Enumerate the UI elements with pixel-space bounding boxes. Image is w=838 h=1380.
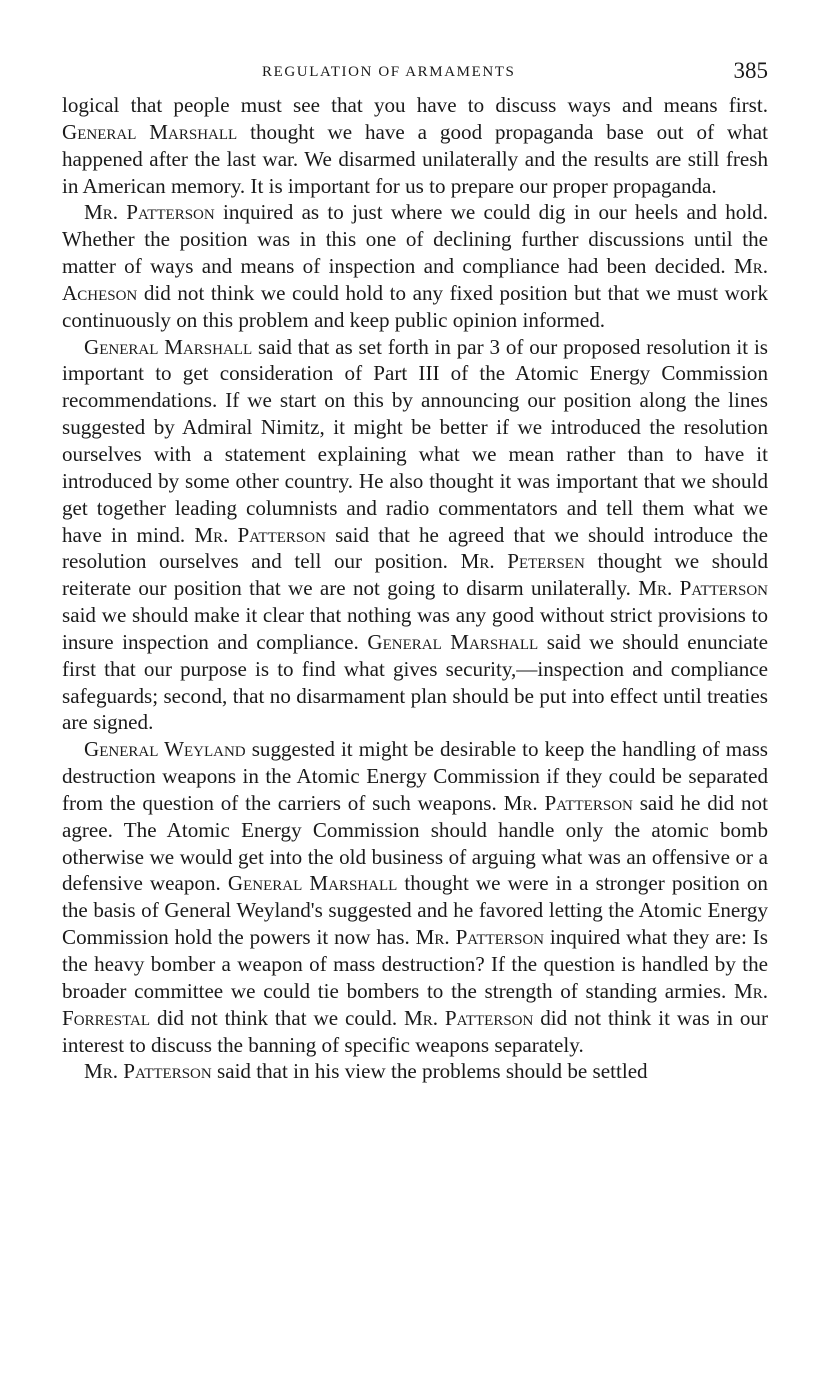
text-run: thought we have a good propaganda base out of what happened after the last war. We disarmed unilaterally and the results are still fresh in American memory. It is important for us to prepare our proper propaganda. <box>62 119 768 198</box>
text-run: did not think that we could. <box>156 1005 398 1030</box>
paragraph-5 <box>62 1058 768 1085</box>
speaker-name: Mr. Patterson <box>415 925 544 950</box>
paragraph-2 <box>62 199 768 333</box>
speaker-name: Mr. Patterson <box>84 1059 212 1084</box>
text-run: said we should make it clear that nothing was any good without strict provisions to insure inspection and compliance. <box>62 603 768 654</box>
body-text <box>62 92 768 1085</box>
speaker-name: Mr. Patterson <box>194 522 326 547</box>
text-run: thought we were in a stronger position on the basis of General Weyland's suggested and he favored letting the Atomic Energy Commission hold the powers it now has. <box>62 871 768 950</box>
speaker-name: Mr. Acheson <box>62 254 768 305</box>
text-run: suggested it might be desirable to keep the handling of mass destruction weapons in the Atomic Energy Commission if they could be separated from the question of the carriers of such weapons. <box>62 737 768 815</box>
paragraph-3 <box>62 334 768 737</box>
text-run: said he did not agree. The Atomic Energy Commission should handle only the atomic bomb otherwise we would get into the old business of arguing what was an offensive or a defensive weapon. <box>62 790 768 896</box>
speaker-name: Mr. Patterson <box>404 1005 534 1030</box>
speaker-name: Mr. Petersen <box>460 549 585 574</box>
paragraph-1 <box>62 92 768 199</box>
speaker-name: General Weyland <box>84 737 246 762</box>
text-run: said that he agreed that we should introduce the resolution ourselves and tell our position. <box>62 522 768 574</box>
text-run: thought we should reiterate our position that we are not going to disarm unilaterally. <box>62 549 769 601</box>
speaker-name: General Marshall <box>62 119 238 144</box>
text-run: logical that people must see that you have to discuss ways and means first. <box>62 93 768 117</box>
speaker-name: General Marshall <box>367 629 539 654</box>
page <box>62 58 768 1085</box>
speaker-name: Mr. Patterson <box>84 200 215 225</box>
speaker-name: Mr. Patterson <box>638 576 768 601</box>
text-run: said we should enunciate first that our purpose is to find what gives security,—inspection and compliance safeguards; second, that no disarmament plan should be put into effect until treaties are signed. <box>62 629 769 735</box>
paragraph-4 <box>62 736 768 1058</box>
text-run: said that in his view the problems should be settled <box>217 1059 648 1084</box>
text-run: did not think we could hold to any fixed position but that we must work continuously on this problem and keep public opinion informed. <box>62 280 769 332</box>
speaker-name: Mr. Forrestal <box>62 978 768 1030</box>
page-number: 385 <box>733 58 768 83</box>
speaker-name: General Marshall <box>227 871 398 896</box>
text-run: inquired as to just where we could dig in our heels and hold. Whether the position was in this one of declining further discussions until the matter of ways and means of inspection and compliance had been decided. <box>62 200 769 279</box>
speaker-name: General Marshall <box>84 334 253 359</box>
running-title: REGULATION OF ARMAMENTS <box>262 64 516 80</box>
speaker-name: Mr. Patterson <box>503 790 633 815</box>
text-run: did not think it was in our interest to discuss the banning of specific weapons separately. <box>62 1005 768 1057</box>
running-head <box>62 58 768 92</box>
text-run: said that as set forth in par 3 of our proposed resolution it is important to get consideration of Part III of the Atomic Energy Commission recommendations. If we start on this by announcing our position along the lines suggested by Admiral Nimitz, it might be better if we introduced the resolution ourselves with a statement explaining what we mean rather than to have it introduced by some other country. He also thought it was important that we should get together leading columnists and radio commentators and tell them what we have in mind. <box>62 334 769 547</box>
text-run: inquired what they are: Is the heavy bomber a weapon of mass destruction? If the question is handled by the broader committee we could tie bombers to the strength of standing armies. <box>62 925 768 1003</box>
